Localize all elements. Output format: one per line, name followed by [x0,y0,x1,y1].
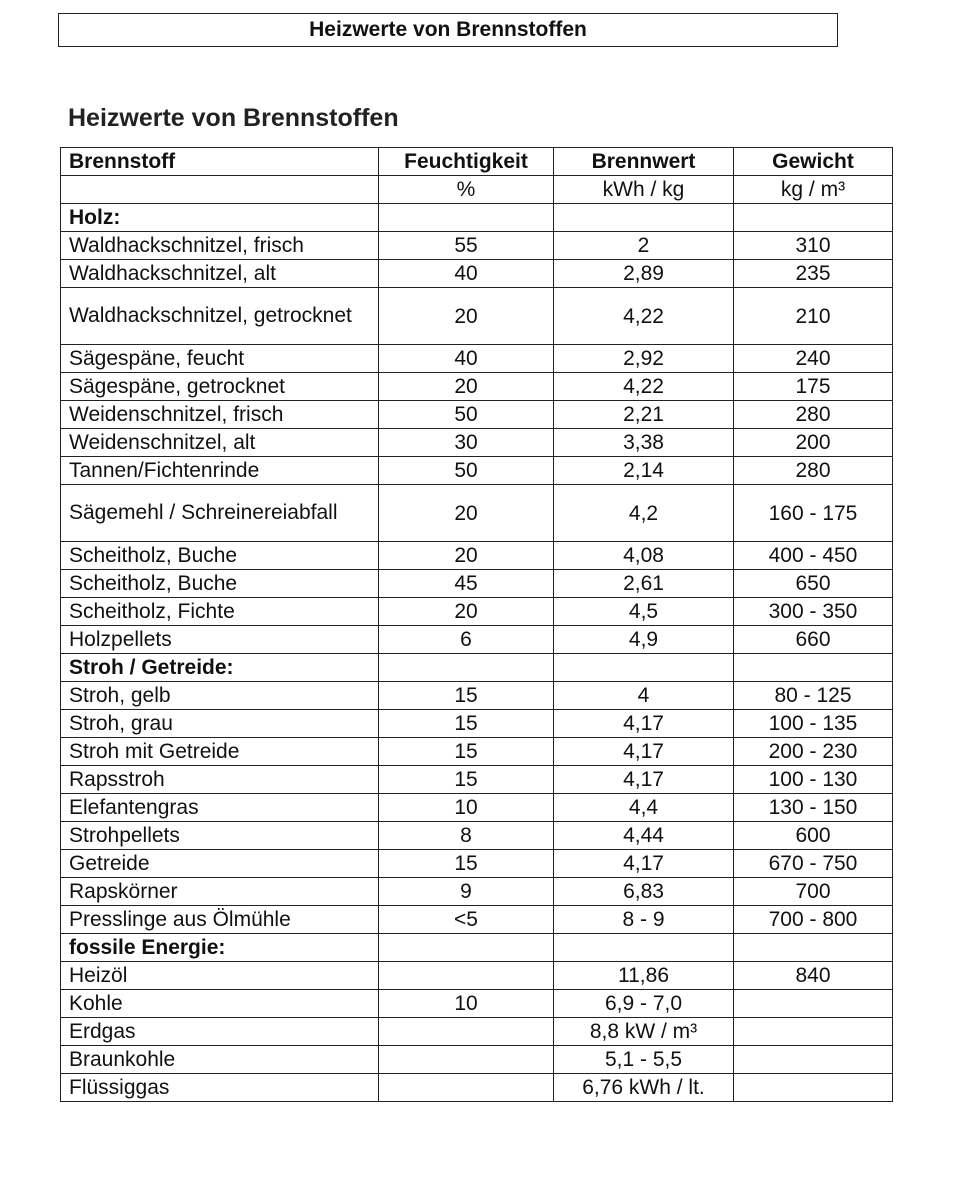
cell-gewicht [734,990,893,1018]
cell-brennstoff: Holzpellets [61,626,379,654]
cell-gewicht: 100 - 130 [734,766,893,794]
table-row [61,794,893,822]
cell-feuchtigkeit [379,962,554,990]
table-row [61,288,893,345]
cell-brennstoff: Waldhackschnitzel, frisch [61,232,379,260]
cell-feuchtigkeit [379,1018,554,1046]
table-row [61,990,893,1018]
cell-brennwert: 2 [554,232,734,260]
cell-brennwert: 2,92 [554,345,734,373]
table-row [61,457,893,485]
column-header-feuchtigkeit: Feuchtigkeit [379,148,554,176]
cell-brennstoff: Waldhackschnitzel, getrocknet [61,288,379,345]
cell-brennstoff: Stroh mit Getreide [61,738,379,766]
cell-brennwert: 2,61 [554,570,734,598]
section-label: fossile Energie: [61,934,379,962]
cell-feuchtigkeit [379,1046,554,1074]
cell-brennstoff: Weidenschnitzel, frisch [61,401,379,429]
table-row [61,401,893,429]
cell-brennwert: 4,44 [554,822,734,850]
cell-feuchtigkeit: 55 [379,232,554,260]
cell-feuchtigkeit: 45 [379,570,554,598]
cell-gewicht: 700 - 800 [734,906,893,934]
table-section-row [61,934,893,962]
cell-brennwert: 4,17 [554,710,734,738]
cell-brennstoff: Tannen/Fichtenrinde [61,457,379,485]
column-header-brennwert: Brennwert [554,148,734,176]
cell-gewicht: 200 - 230 [734,738,893,766]
cell-feuchtigkeit: 15 [379,738,554,766]
cell-brennstoff: Braunkohle [61,1046,379,1074]
cell-brennstoff: Scheitholz, Fichte [61,598,379,626]
table-row [61,260,893,288]
cell-gewicht: 200 [734,429,893,457]
table-row [61,373,893,401]
cell-brennwert: 6,76 kWh / lt. [554,1074,734,1102]
header-title: Heizwerte von Brennstoffen [58,13,838,47]
cell-brennstoff: Weidenschnitzel, alt [61,429,379,457]
cell-brennwert: 4,22 [554,288,734,345]
cell-brennwert: 4,17 [554,738,734,766]
cell-feuchtigkeit: 20 [379,288,554,345]
cell-brennwert: 8 - 9 [554,906,734,934]
cell-feuchtigkeit: 15 [379,766,554,794]
cell-gewicht: 600 [734,822,893,850]
cell-feuchtigkeit: 15 [379,850,554,878]
cell-brennstoff: Erdgas [61,1018,379,1046]
cell-feuchtigkeit: 9 [379,878,554,906]
cell-gewicht: 840 [734,962,893,990]
table-units-row [61,176,893,204]
cell-brennwert: 4 [554,682,734,710]
table-row [61,1074,893,1102]
cell-brennwert: 6,83 [554,878,734,906]
table-row [61,766,893,794]
table-row [61,429,893,457]
empty-cell [734,204,893,232]
table-row [61,570,893,598]
table-row [61,906,893,934]
cell-brennstoff: Elefantengras [61,794,379,822]
cell-brennstoff: Rapsstroh [61,766,379,794]
cell-gewicht: 400 - 450 [734,542,893,570]
cell-brennstoff: Rapskörner [61,878,379,906]
cell-gewicht: 160 - 175 [734,485,893,542]
table-row [61,626,893,654]
empty-cell [379,934,554,962]
cell-gewicht: 310 [734,232,893,260]
empty-cell [734,934,893,962]
document-title: Heizwerte von Brennstoffen [68,104,399,132]
cell-feuchtigkeit: <5 [379,906,554,934]
cell-brennwert: 4,22 [554,373,734,401]
cell-gewicht: 280 [734,457,893,485]
cell-brennwert: 11,86 [554,962,734,990]
table-row [61,1018,893,1046]
cell-brennwert: 4,17 [554,850,734,878]
cell-gewicht: 700 [734,878,893,906]
cell-gewicht [734,1018,893,1046]
table-row [61,598,893,626]
cell-brennwert: 5,1 - 5,5 [554,1046,734,1074]
cell-feuchtigkeit: 40 [379,260,554,288]
table-header-row [61,148,893,176]
cell-gewicht [734,1046,893,1074]
table-section-row [61,654,893,682]
fuel-table [60,147,893,1102]
cell-brennstoff: Heizöl [61,962,379,990]
cell-feuchtigkeit: 20 [379,485,554,542]
table-row [61,485,893,542]
cell-gewicht: 300 - 350 [734,598,893,626]
cell-feuchtigkeit: 20 [379,598,554,626]
cell-brennwert: 6,9 - 7,0 [554,990,734,1018]
section-label: Holz: [61,204,379,232]
unit-gewicht: kg / m³ [734,176,893,204]
cell-brennwert: 4,4 [554,794,734,822]
table-row [61,738,893,766]
cell-feuchtigkeit: 50 [379,401,554,429]
cell-brennstoff: Sägespäne, feucht [61,345,379,373]
cell-feuchtigkeit: 30 [379,429,554,457]
cell-brennstoff: Scheitholz, Buche [61,542,379,570]
unit-brennwert: kWh / kg [554,176,734,204]
cell-brennstoff: Presslinge aus Ölmühle [61,906,379,934]
table-row [61,345,893,373]
cell-feuchtigkeit: 20 [379,542,554,570]
cell-feuchtigkeit: 20 [379,373,554,401]
cell-feuchtigkeit: 15 [379,682,554,710]
cell-brennwert: 2,89 [554,260,734,288]
cell-brennwert: 8,8 kW / m³ [554,1018,734,1046]
cell-brennwert: 4,5 [554,598,734,626]
empty-cell [554,204,734,232]
table-section-row [61,204,893,232]
table-row [61,822,893,850]
cell-brennwert: 3,38 [554,429,734,457]
cell-feuchtigkeit: 40 [379,345,554,373]
cell-brennstoff: Sägemehl / Schreinereiabfall [61,485,379,542]
cell-gewicht: 670 - 750 [734,850,893,878]
cell-gewicht: 280 [734,401,893,429]
cell-feuchtigkeit [379,1074,554,1102]
cell-feuchtigkeit: 8 [379,822,554,850]
table-body [61,204,893,1102]
column-header-gewicht: Gewicht [734,148,893,176]
cell-feuchtigkeit: 10 [379,990,554,1018]
cell-gewicht: 80 - 125 [734,682,893,710]
table-row [61,710,893,738]
cell-gewicht: 660 [734,626,893,654]
cell-brennstoff: Kohle [61,990,379,1018]
cell-brennwert: 4,2 [554,485,734,542]
cell-brennstoff: Stroh, grau [61,710,379,738]
cell-brennstoff: Strohpellets [61,822,379,850]
cell-gewicht: 210 [734,288,893,345]
table-row [61,878,893,906]
cell-brennwert: 4,08 [554,542,734,570]
cell-gewicht: 650 [734,570,893,598]
table-row [61,232,893,260]
empty-cell [379,204,554,232]
empty-cell [379,654,554,682]
cell-feuchtigkeit: 10 [379,794,554,822]
empty-cell [554,654,734,682]
table-row [61,542,893,570]
table-row [61,850,893,878]
cell-gewicht: 130 - 150 [734,794,893,822]
cell-feuchtigkeit: 6 [379,626,554,654]
cell-gewicht [734,1074,893,1102]
unit-feuchtigkeit: % [379,176,554,204]
cell-brennstoff: Waldhackschnitzel, alt [61,260,379,288]
cell-brennwert: 4,17 [554,766,734,794]
empty-cell [554,934,734,962]
cell-gewicht: 100 - 135 [734,710,893,738]
cell-brennstoff: Scheitholz, Buche [61,570,379,598]
cell-feuchtigkeit: 50 [379,457,554,485]
cell-brennwert: 4,9 [554,626,734,654]
column-header-brennstoff: Brennstoff [61,148,379,176]
table-row [61,1046,893,1074]
cell-gewicht: 175 [734,373,893,401]
table-row [61,962,893,990]
cell-gewicht: 240 [734,345,893,373]
cell-brennstoff: Getreide [61,850,379,878]
empty-cell [734,654,893,682]
cell-brennwert: 2,14 [554,457,734,485]
cell-brennstoff: Stroh, gelb [61,682,379,710]
cell-feuchtigkeit: 15 [379,710,554,738]
cell-brennstoff: Sägespäne, getrocknet [61,373,379,401]
cell-brennwert: 2,21 [554,401,734,429]
section-label: Stroh / Getreide: [61,654,379,682]
cell-brennstoff: Flüssiggas [61,1074,379,1102]
cell-gewicht: 235 [734,260,893,288]
table-row [61,682,893,710]
unit-brennstoff [61,176,379,204]
